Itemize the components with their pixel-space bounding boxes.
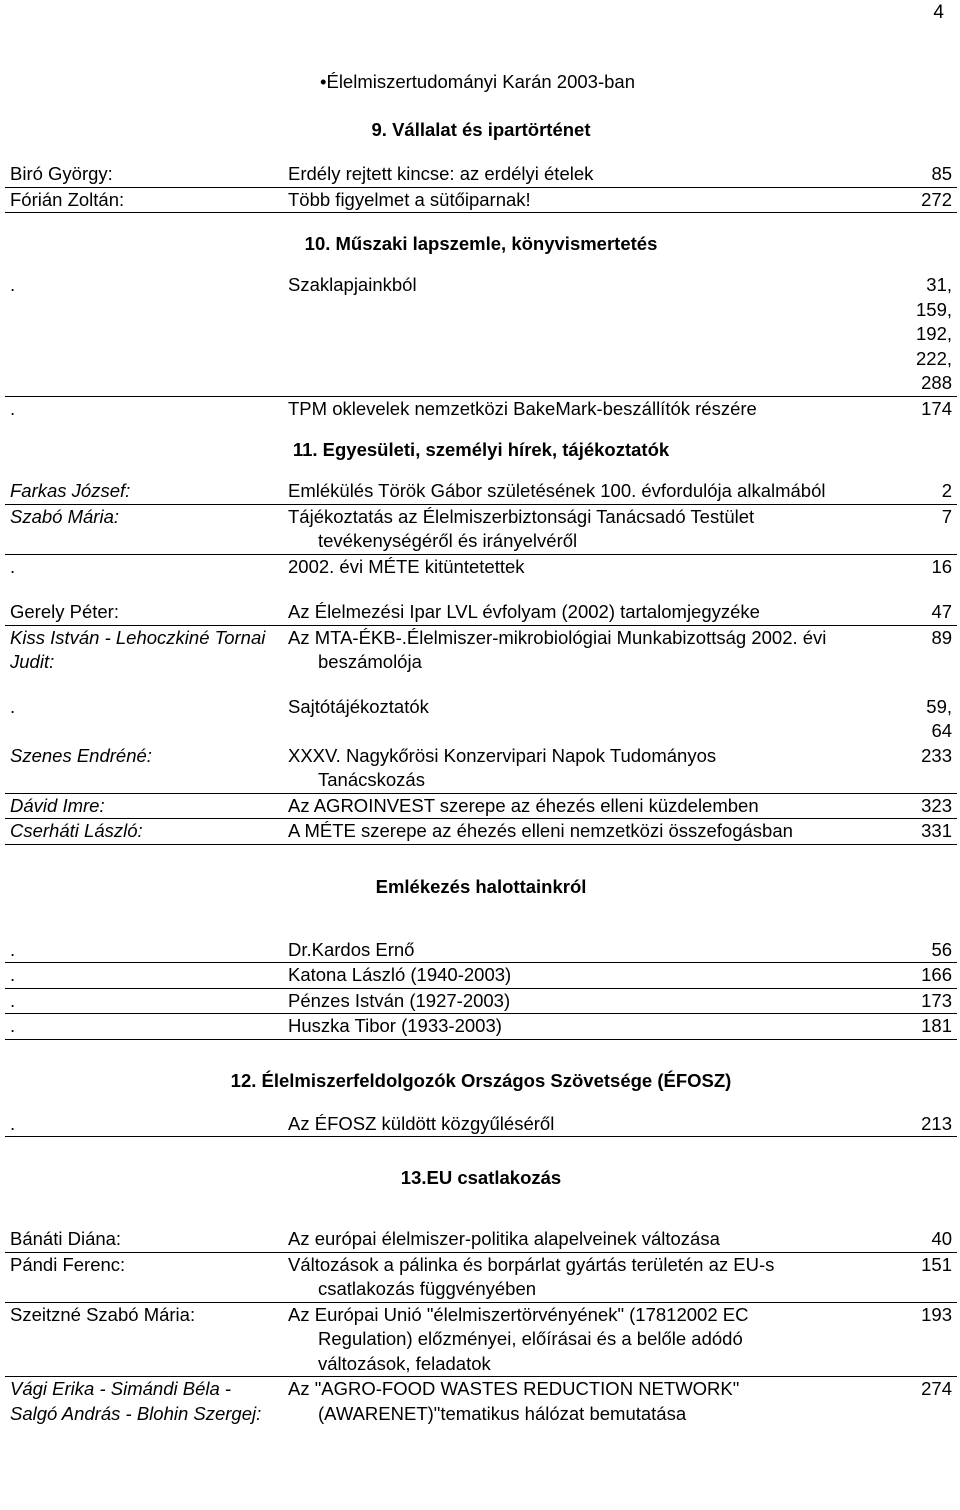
- entry-title: [283, 819, 879, 845]
- entry-page: [879, 554, 957, 579]
- toc-entry: [5, 938, 957, 963]
- section-heading-row: [5, 435, 957, 465]
- page-ref: 16: [931, 555, 953, 577]
- title-line: csatlakozás függvényében: [318, 1278, 537, 1299]
- page-ref: 181: [921, 1015, 953, 1036]
- entry-author: Dávid Imre:: [5, 793, 283, 819]
- entry-title: [283, 479, 879, 504]
- section-heading: 12. Élelmiszerfeldolgozók Országos Szövetsége (ÉFOSZ): [230, 1069, 732, 1091]
- toc-entry: [5, 479, 957, 504]
- toc-entry: [5, 625, 957, 675]
- entry-author: Biró György:: [5, 162, 283, 187]
- entry-title: [283, 1112, 879, 1137]
- toc-entry: [5, 1252, 957, 1302]
- entry-page: [879, 938, 957, 963]
- entry-author: .: [5, 273, 283, 396]
- title-line: Dr.Kardos Ernő: [288, 938, 415, 960]
- section-heading-row: [5, 872, 957, 902]
- toc-entry: [5, 162, 957, 187]
- entry-author: .: [5, 938, 283, 963]
- page-ref: 47: [931, 601, 953, 622]
- toc-entry: [5, 1302, 957, 1377]
- toc-entry: [5, 819, 957, 845]
- spacer: [5, 1137, 957, 1164]
- title-line: Tanácskozás: [318, 769, 425, 790]
- toc-entry: [5, 187, 957, 213]
- section-heading-row: [5, 115, 957, 145]
- entry-author: Szeitzné Szabó Mária:: [5, 1302, 283, 1377]
- title-line: Pénzes István (1927-2003): [288, 989, 511, 1011]
- title-line: Az MTA-ÉKB-.Élelmiszer-mikrobiológiai Munkabizottság 2002. évi: [288, 626, 827, 648]
- section-heading: 11. Egyesületi, személyi hírek, tájékoztatók: [292, 439, 670, 460]
- entry-title: [283, 162, 879, 187]
- entry-page: [879, 273, 957, 396]
- section-heading: 9. Vállalat és ipartörténet: [371, 119, 591, 140]
- intro-line-row: [5, 67, 957, 97]
- toc-entry: [5, 504, 957, 554]
- toc-entry: [5, 1227, 957, 1252]
- page-ref: 159,: [916, 298, 953, 320]
- entry-author: Vági Erika - Simándi Béla - Salgó András - Blohin Szergej:: [10, 1378, 262, 1424]
- page-ref: 222,: [916, 347, 953, 369]
- toc-entry: [5, 1112, 957, 1137]
- entry-author: .: [5, 988, 283, 1014]
- page-ref: 192,: [916, 323, 953, 344]
- entry-author: .: [5, 963, 283, 989]
- spacer: [5, 902, 957, 938]
- entry-author: .: [10, 555, 16, 577]
- entry-title: [283, 273, 879, 396]
- toc-entry: [5, 695, 957, 744]
- page-ref: 7: [941, 505, 953, 527]
- entry-author: Fórián Zoltán:: [5, 187, 283, 213]
- spacer-row: [5, 421, 957, 435]
- toc-entry: [5, 396, 957, 421]
- section-heading: 10. Műszaki lapszemle, könyvismertetés: [304, 233, 658, 254]
- spacer: [5, 259, 957, 273]
- title-line: Regulation) előzményei, előírásai és a belőle adódó: [318, 1328, 743, 1349]
- spacer: [5, 465, 957, 479]
- entry-page: [879, 1227, 957, 1252]
- page-ref: 272: [921, 188, 953, 210]
- entry-page: [879, 744, 957, 794]
- title-line: A MÉTE szerepe az éhezés elleni nemzetközi összefogásban: [288, 820, 793, 841]
- page-ref: 2: [941, 480, 953, 501]
- title-line: tevékenységéről és irányelvéről: [318, 530, 578, 551]
- title-line: Sajtótájékoztatók: [288, 695, 429, 717]
- spacer-row: [5, 675, 957, 695]
- entry-page: [879, 1377, 957, 1427]
- spacer: [5, 421, 957, 435]
- entry-author: .: [10, 695, 16, 717]
- spacer-row: [5, 1096, 957, 1112]
- entry-author: Kiss István - Lehoczkiné Tornai Judit:: [10, 626, 266, 672]
- section-heading: Emlékezés halottainkról: [375, 875, 587, 897]
- page-ref: 59,: [926, 695, 953, 717]
- entry-author: Cserháti László:: [5, 819, 283, 845]
- title-line: változások, feladatok: [318, 1352, 491, 1374]
- title-line: Katona László (1940-2003): [288, 964, 512, 985]
- page-ref: 213: [921, 1112, 953, 1134]
- entry-title: [283, 1227, 879, 1252]
- entry-page: [879, 600, 957, 625]
- title-line: 2002. évi MÉTE kitüntetettek: [288, 555, 525, 577]
- spacer: [5, 145, 957, 162]
- toc-entry: [5, 1377, 957, 1427]
- spacer-row: [5, 902, 957, 938]
- title-line: Szaklapjainkból: [288, 274, 417, 295]
- entry-page: [879, 793, 957, 819]
- spacer-row: [5, 579, 957, 600]
- entry-page: [879, 504, 957, 554]
- spacer-row: [5, 1193, 957, 1227]
- entry-title: [283, 625, 879, 675]
- toc-entry: [5, 744, 957, 794]
- page-ref: 288: [921, 372, 953, 393]
- page-ref: 64: [931, 720, 953, 741]
- entry-author: Szenes Endréné:: [5, 744, 283, 794]
- entry-author: .: [5, 1112, 283, 1137]
- entry-title: [283, 187, 879, 213]
- page-ref: 274: [921, 1378, 953, 1399]
- page-ref: 151: [921, 1253, 953, 1275]
- title-line: Az európai élelmiszer-politika alapelveinek változása: [288, 1228, 720, 1249]
- toc-entry: [5, 988, 957, 1014]
- spacer-row: [5, 213, 957, 230]
- section-heading: 13.EU csatlakozás: [400, 1167, 562, 1188]
- page-ref: 233: [921, 744, 953, 766]
- entry-author: Pándi Ferenc:: [5, 1252, 283, 1302]
- entry-title: [283, 1014, 879, 1040]
- spacer-row: [5, 97, 957, 115]
- toc-entry: [5, 554, 957, 579]
- entry-title: [283, 554, 879, 579]
- page-ref: 31,: [926, 274, 953, 295]
- page-ref: 173: [921, 989, 953, 1011]
- entry-title: [283, 1302, 879, 1377]
- entry-page: [879, 988, 957, 1014]
- entry-title: [283, 988, 879, 1014]
- entry-title: [283, 600, 879, 625]
- spacer-row: [5, 844, 957, 872]
- spacer-row: [5, 1039, 957, 1066]
- entry-title: [283, 938, 879, 963]
- spacer: [5, 1096, 957, 1112]
- toc-entry: [5, 1014, 957, 1040]
- page-ref: 56: [931, 938, 953, 960]
- spacer: [5, 97, 957, 115]
- entry-title: [283, 963, 879, 989]
- entry-title: [283, 793, 879, 819]
- spacer-row: [5, 1137, 957, 1164]
- entry-title: [283, 744, 879, 794]
- page-ref: 166: [921, 964, 953, 985]
- toc-entry: [5, 963, 957, 989]
- entry-author: .: [10, 397, 16, 419]
- entry-title: [283, 695, 879, 744]
- entry-page: [879, 695, 957, 744]
- entry-author: Szabó Mária:: [5, 504, 283, 554]
- title-line: XXXV. Nagykőrösi Konzervipari Napok Tudományos: [288, 744, 717, 766]
- entry-author: Gerely Péter:: [5, 600, 283, 625]
- page-ref: 40: [931, 1228, 953, 1249]
- entry-author: Farkas József:: [5, 479, 283, 504]
- section-heading-row: [5, 229, 957, 259]
- toc-entry: [5, 793, 957, 819]
- entry-author: Bánáti Diána:: [5, 1227, 283, 1252]
- entry-page: [879, 625, 957, 675]
- spacer: [5, 579, 957, 600]
- table-of-contents: [5, 67, 957, 1426]
- page-number: 4: [933, 2, 944, 23]
- spacer: [5, 1039, 957, 1066]
- title-line: Tájékoztatás az Élelmiszerbiztonsági Tanácsadó Testület: [288, 505, 755, 527]
- entry-title: [283, 1252, 879, 1302]
- spacer-row: [5, 259, 957, 273]
- entry-page: [879, 1302, 957, 1377]
- intro-line: •Élelmiszertudományi Karán 2003-ban: [320, 71, 635, 92]
- title-line: Több figyelmet a sütőiparnak!: [288, 188, 531, 210]
- entry-page: [879, 819, 957, 845]
- entry-page: [879, 1252, 957, 1302]
- entry-title: [283, 504, 879, 554]
- section-heading-row: [5, 1163, 957, 1193]
- section-heading-row: [5, 1066, 957, 1096]
- spacer: [5, 844, 957, 872]
- entry-page: [879, 1112, 957, 1137]
- spacer-row: [5, 145, 957, 162]
- spacer-row: [5, 465, 957, 479]
- entry-author: .: [5, 1014, 283, 1040]
- entry-title: [283, 1377, 879, 1427]
- title-line: TPM oklevelek nemzetközi BakeMark-beszállítók részére: [288, 397, 757, 419]
- page-ref: 331: [921, 820, 953, 841]
- entry-page: [879, 479, 957, 504]
- entry-page: [879, 396, 957, 421]
- toc-entry: [5, 273, 957, 396]
- page-ref: 323: [921, 794, 953, 816]
- title-line: Az "AGRO-FOOD WASTES REDUCTION NETWORK": [288, 1378, 740, 1399]
- entry-page: [879, 162, 957, 187]
- entry-title: [283, 396, 879, 421]
- entry-page: [879, 1014, 957, 1040]
- page-ref: 85: [931, 163, 953, 184]
- title-line: (AWARENET)"tematikus hálózat bemutatása: [318, 1402, 687, 1424]
- toc-entry: [5, 600, 957, 625]
- title-line: Az AGROINVEST szerepe az éhezés elleni küzdelemben: [288, 794, 759, 816]
- title-line: beszámolója: [318, 651, 422, 672]
- title-line: Emlékülés Török Gábor születésének 100. évfordulója alkalmából: [288, 480, 826, 501]
- entry-page: [879, 187, 957, 213]
- title-line: Az ÉFOSZ küldött közgyűléséről: [288, 1112, 555, 1134]
- spacer: [5, 213, 957, 230]
- page-ref: 89: [931, 626, 953, 648]
- page-ref: 174: [921, 397, 953, 419]
- title-line: Huszka Tibor (1933-2003): [288, 1015, 502, 1036]
- page-ref: 193: [921, 1303, 953, 1325]
- title-line: Változások a pálinka és borpárlat gyártás területén az EU-s: [288, 1253, 775, 1275]
- title-line: Az Európai Unió "élelmiszertörvényének" (17812002 EC: [288, 1303, 749, 1325]
- title-line: Erdély rejtett kincse: az erdélyi ételek: [288, 163, 594, 184]
- spacer: [5, 1193, 957, 1227]
- title-line: Az Élelmezési Ipar LVL évfolyam (2002) tartalomjegyzéke: [288, 601, 760, 622]
- spacer: [5, 675, 957, 695]
- entry-page: [879, 963, 957, 989]
